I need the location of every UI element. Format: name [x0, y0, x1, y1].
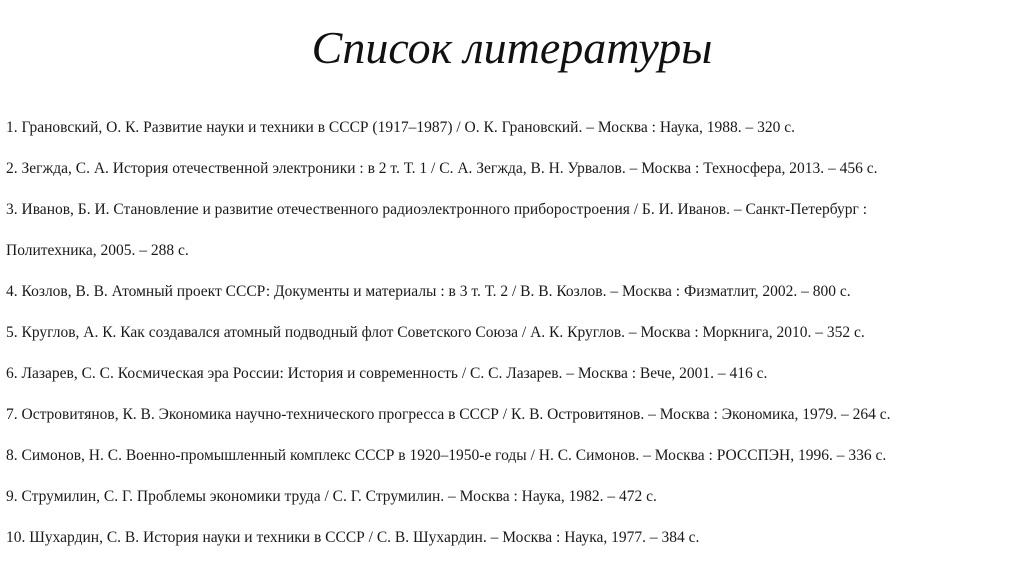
bibliography-entry: 8. Симонов, Н. С. Военно-промышленный комплекс СССР в 1920–1950-е годы / Н. С. Симонов. – Москва : РОССПЭН, 1996. – 336 с. [6, 447, 887, 464]
bibliography-entry: 6. Лазарев, С. С. Космическая эра России: История и современность / С. С. Лазарев. – Москва : Вече, 2001. – 416 с. [6, 365, 768, 382]
bibliography-entry: 5. Круглов, А. К. Как создавался атомный подводный флот Советского Союза / А. К. Круглов. – Москва : Моркнига, 2010. – 352 с. [6, 324, 865, 341]
bibliography-entry: 4. Козлов, В. В. Атомный проект СССР: Документы и материалы : в 3 т. Т. 2 / В. В. Козлов. – Москва : Физматлит, 2002. – 800 с. [6, 283, 851, 300]
bibliography-entry: 7. Островитянов, К. В. Экономика научно-технического прогресса в СССР / К. В. Островитянов. – Москва : Экономика, 1979. – 264 с. [6, 406, 891, 423]
bibliography-entry: 3. Иванов, Б. И. Становление и развитие отечественного радиоэлектронного приборостроения / Б. И. Иванов. – Санкт-Петербург : [6, 201, 868, 218]
bibliography-entry: 10. Шухардин, С. В. История науки и техники в СССР / С. В. Шухардин. – Москва : Наука, 1977. – 384 с. [6, 529, 700, 546]
bibliography-entry: 9. Струмилин, С. Г. Проблемы экономики труда / С. Г. Струмилин. – Москва : Наука, 1982. – 472 с. [6, 488, 657, 505]
bibliography-entry: 2. Зегжда, С. А. История отечественной электроники : в 2 т. Т. 1 / С. А. Зегжда, В. Н. Урвалов. – Москва : Техносфера, 2013. – 456 с. [6, 160, 878, 177]
bibliography-entry: 1. Грановский, О. К. Развитие науки и техники в СССР (1917–1987) / О. К. Грановский. – Москва : Наука, 1988. – 320 с. [6, 119, 796, 136]
bibliography-entry-continuation: Политехника, 2005. – 288 с. [6, 242, 189, 259]
slide-title: Список литературы [311, 22, 713, 73]
bibliography-list [6, 107, 1016, 558]
